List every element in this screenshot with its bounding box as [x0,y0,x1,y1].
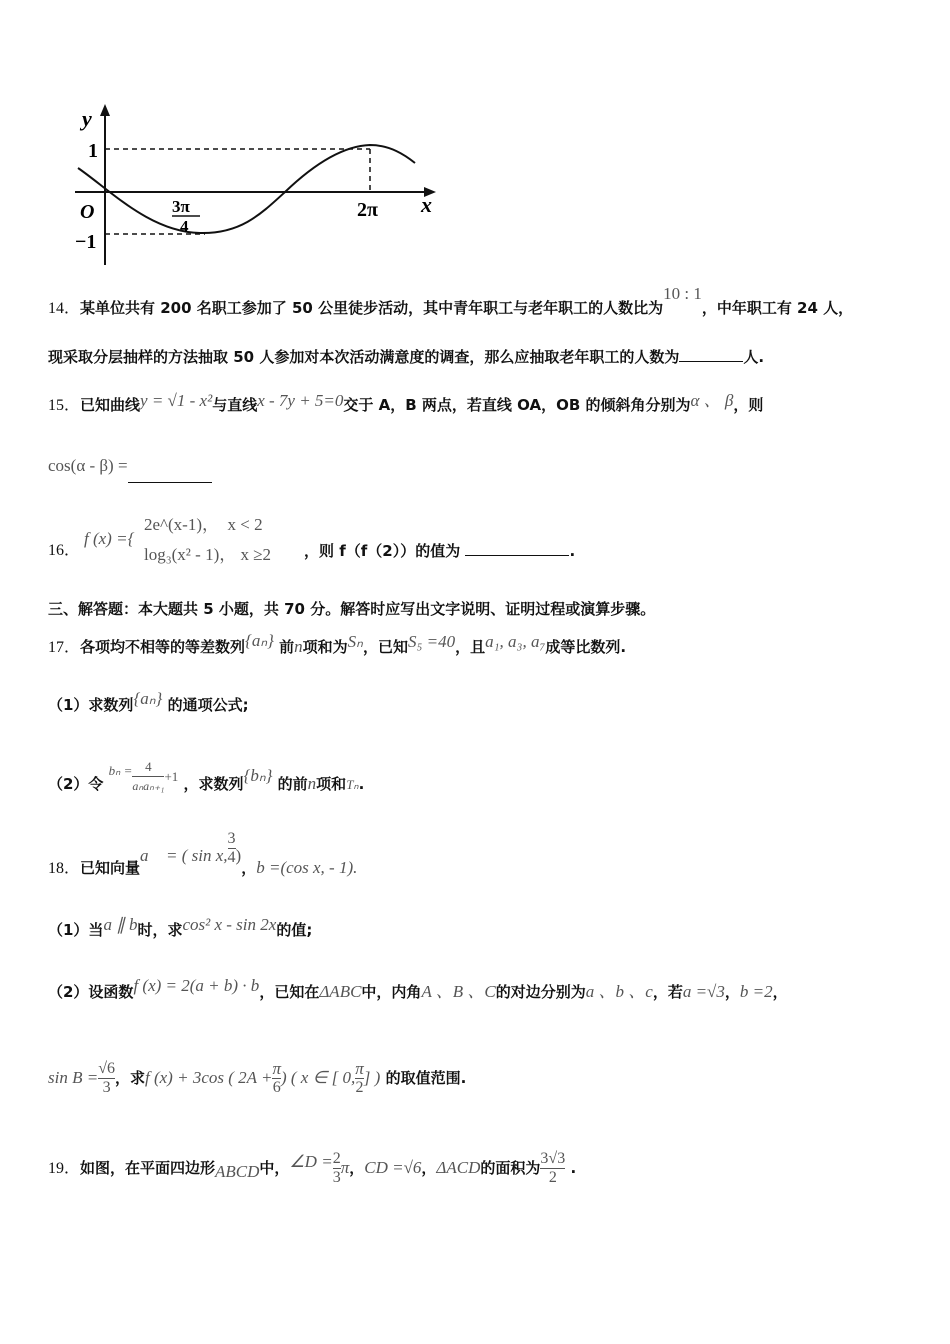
question-text: ，求数列 [183,775,244,793]
part-label: （2）令 [48,775,104,793]
part-label: （1）求数列 [48,696,134,714]
question-text: 如图，在平面四边形 [80,1159,216,1177]
question-text: 项和 [316,775,347,793]
answer-blank[interactable] [679,347,743,362]
question-text: 成等比数列. [545,638,627,656]
question-text: ，且 [455,638,486,656]
question-number: 18． [48,860,81,877]
var-Tn: Tₙ [346,777,359,792]
question-number: 16． [48,542,81,559]
triangle: ΔABC [319,982,362,1001]
curve-equation: y = √1 - x² [140,391,213,410]
denominator: 2 [355,1079,364,1096]
question-17-part-1 [48,689,249,715]
question-text: 时，求 [137,921,183,939]
question-15-line-2 [48,456,212,476]
question-text: 的取值范围. [385,1069,467,1087]
question-number: 15． [48,397,81,414]
question-text: ，则 [733,396,764,414]
question-text: 各项均不相等的等差数列 [80,638,246,656]
question-18-part-2-cont [48,1060,466,1110]
tick-1: 1 [88,140,98,162]
case-2: log₃(x² - 1)， x ≥2 [144,545,272,564]
fraction [355,1060,364,1097]
question-number: 14． [48,300,81,317]
var-Sn: Sₙ [347,632,363,651]
fraction [540,1150,565,1187]
question-18-part-2 [48,976,788,1002]
question-text: ， [772,983,788,1001]
fraction [333,1150,341,1187]
paren: ) [235,846,242,865]
tick-2pi: 2π [357,199,378,221]
quadrilateral: ABCD [215,1162,260,1181]
period: . [358,775,365,793]
denominator: 2 [548,1169,557,1186]
question-text: 的面积为 [480,1159,541,1177]
question-text: 已知曲线 [80,396,141,414]
fraction [272,1060,281,1097]
terms: a₁, a₃, a₇ [485,632,546,651]
fraction [98,1060,115,1097]
tick-neg1: −1 [75,231,97,253]
question-text: ， [724,983,740,1001]
question-text: 交于 A，B 两点，若直线 OA，OB 的倾斜角分别为 [343,396,691,414]
side-b: b =2 [739,982,773,1001]
var-n: n [307,774,317,793]
denominator: 6 [272,1079,281,1096]
numerator: π [272,1059,281,1078]
pi: π [340,1158,350,1177]
section-3-heading: 三、解答题：本大题共 5 小题，共 70 分。解答时应写出文字说明、证明过程或演算步骤。 [48,600,656,618]
y-axis-arrow [100,104,110,116]
function-def: f (x) = 2(a + b) · b [133,976,260,995]
var-n: n [294,637,303,656]
question-text: ，求 [114,1069,145,1087]
fraction [132,758,164,795]
function-def: f (x) ={ [84,529,135,548]
question-text: 前 [279,638,295,656]
question-number: 19． [48,1160,81,1177]
s5-value: S₅ =40 [407,632,456,651]
denominator: 3 [332,1169,341,1186]
part-label: （2）设函数 [48,983,134,1001]
vector-b: b =(cos x, - 1). [256,858,358,877]
period: . [569,542,576,560]
question-19 [48,1150,576,1200]
question-text: 现采取分层抽样的方法抽取 50 人参加对本次活动满意度的调查，那么应抽取老年职工的人数为 [48,348,680,366]
numerator: π [355,1059,364,1078]
cos-expression: cos(α - β) = [48,456,128,475]
question-text: 某单位共有 200 名职工参加了 50 公里徒步活动，其中青年职工与老年职工的人数比为 [80,299,664,317]
side-a: a =√3 [682,982,725,1001]
vector-a: a⃗ = ( sin x, [140,846,228,865]
bracket: ] ) [363,1068,381,1087]
denominator: 4 [227,849,236,866]
ratio: 10 : 1 [663,284,702,303]
question-15-line-1 [48,391,764,416]
case-1: 2e^(x-1)， x < 2 [144,515,263,534]
triangle: ΔACD [436,1158,481,1177]
question-text: ，已知 [362,638,408,656]
denominator: 3 [102,1079,111,1096]
question-text: 的通项公式; [167,696,249,714]
question-18 [48,830,357,876]
question-text: ， [421,1159,437,1177]
numerator: 2 [332,1150,341,1167]
question-text: 项和为 [302,638,348,656]
x-axis-label: x [421,192,432,217]
side-CD: CD =√6 [364,1158,422,1177]
y-axis-label: y [82,106,92,131]
question-text: 中， [259,1159,290,1177]
fraction [228,830,236,867]
question-17 [48,631,627,658]
question-text: ， [241,859,257,877]
denominator: aₙaₙ₊₁ [132,779,165,793]
tick-3pi4-den: 4 [180,217,189,236]
bn-def: bₙ = [108,763,133,778]
domain: ) ( x ∈ [ 0, [280,1068,356,1087]
question-16-tail [304,541,575,561]
sequence-an: {aₙ} [133,689,163,708]
question-text: 人. [743,348,765,366]
question-18-part-1 [48,915,313,940]
question-text: ， [349,1159,365,1177]
cosine-graph [70,100,450,270]
expression: f (x) + 3cos ( 2A + [145,1068,273,1087]
question-text: 的对边分别为 [495,983,586,1001]
origin-label: O [80,201,95,223]
plus-one: +1 [164,769,179,784]
question-text: 已知向量 [80,859,141,877]
question-text: ，则 f（f（2））的值为 [304,542,461,560]
answer-blank[interactable] [128,468,212,483]
period: . [570,1159,577,1177]
question-text: 中，内角 [361,983,422,1001]
question-text: ，已知在 [259,983,320,1001]
question-text: ，中年职工有 24 人， [701,299,854,317]
numerator: √6 [98,1060,115,1077]
angles: A 、B 、C [421,982,496,1001]
angles: α 、 β [690,391,734,410]
tick-3pi4-num: 3π [172,197,190,216]
parallel-condition: a ∥ b [103,915,138,934]
angle-D: ∠D = [289,1152,333,1171]
numerator: 4 [145,759,152,774]
sides: a 、b 、c [585,982,653,1001]
question-14-line-2 [48,347,764,367]
answer-blank[interactable] [465,541,569,556]
question-text: 与直线 [212,396,258,414]
numerator: 3√3 [540,1150,566,1167]
sinB: sin B = [48,1068,99,1087]
expression: cos² x - sin 2x [182,915,277,934]
sequence-an: {aₙ} [245,631,274,650]
question-text: 的值; [276,921,313,939]
part-label: （1）当 [48,921,104,939]
line-equation: x - 7y + 5=0 [257,391,344,410]
question-number: 17． [48,639,81,656]
sequence-bn: {bₙ} [243,766,273,785]
question-text: ，若 [652,983,683,1001]
question-text: 的前 [277,775,308,793]
question-14-line-1 [48,284,854,319]
question-17-part-2 [48,758,364,798]
numerator: 3 [227,830,236,847]
